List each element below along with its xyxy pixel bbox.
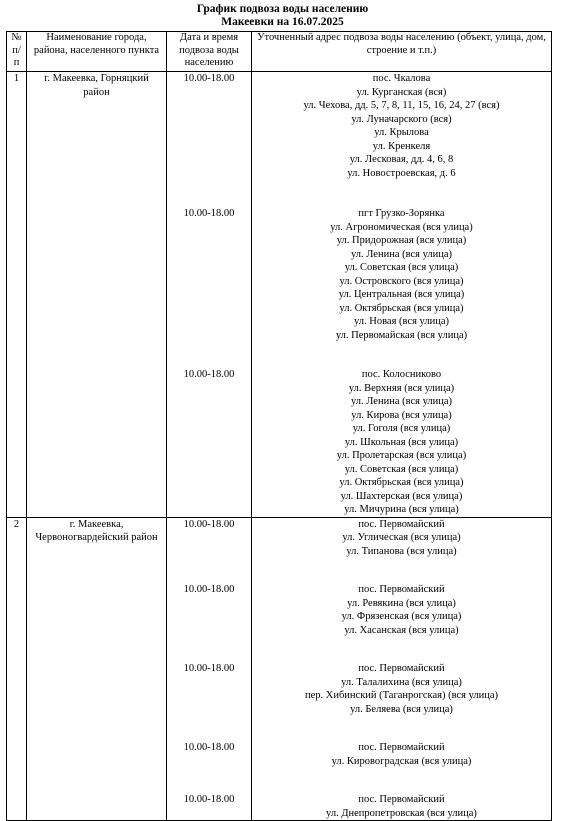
delivery-time: 10.00-18.00 — [183, 742, 235, 753]
address-line: ул. Фрязенская (вся улица) — [341, 611, 462, 622]
address-block — [255, 583, 548, 637]
table-row — [7, 72, 552, 518]
row-city: г. Макеевка, Червоногвардейский район — [27, 517, 167, 821]
address-block — [255, 741, 548, 768]
address-block — [255, 72, 548, 180]
address-block — [255, 207, 548, 342]
address-line: пгт Грузко-Зорянка — [358, 208, 445, 219]
address-line: ул. Первомайская (вся улица) — [335, 329, 468, 341]
delivery-time: 10.00-18.00 — [183, 663, 235, 674]
address-line: ул. Новостроевская, д. 6 — [347, 167, 456, 179]
header-time: Дата и время подвоза воды населению — [167, 32, 252, 72]
row-address-cell — [252, 72, 552, 518]
address-line: ул. Агрономическая (вся улица) — [330, 221, 473, 233]
delivery-time: 10.00-18.00 — [183, 208, 235, 219]
address-line: ул. Кировоградская (вся улица) — [331, 755, 472, 767]
address-line: ул. Углическая (вся улица) — [342, 532, 461, 543]
address-line: ул. Чехова, дд. 5, 7, 8, 11, 15, 16, 24, 27 (вся) — [303, 100, 500, 111]
address-block — [255, 368, 548, 517]
header-address: Уточненный адрес подвоза воды населению (объект, улица, дом, строение и т.п.) — [252, 32, 552, 72]
address-line: ул. Советская (вся улица) — [344, 262, 459, 273]
address-block — [255, 518, 548, 559]
address-line: ул. Гоголя (вся улица) — [352, 423, 451, 434]
address-line: пос. Первомайский — [358, 742, 445, 753]
address-line: пос. Первомайский — [358, 584, 445, 595]
address-line: ул. Луначарского (вся) — [351, 113, 452, 125]
delivery-time: 10.00-18.00 — [183, 794, 235, 805]
delivery-time: 10.00-18.00 — [183, 518, 235, 530]
address-line: ул. Новая (вся улица) — [354, 316, 449, 327]
address-line: ул. Крылова — [374, 127, 429, 138]
address-line: ул. Островского (вся улица) — [339, 275, 464, 287]
row-number: 1 — [7, 72, 27, 518]
address-line: пер. Хибинский (Таганрогская) (вся улица) — [304, 690, 499, 701]
address-line: ул. Ревякина (вся улица) — [347, 597, 456, 609]
title-line-2: Макеевки на 16.07.2025 — [221, 16, 344, 28]
address-line: ул. Лесковая, дд. 4, 6, 8 — [349, 154, 454, 165]
address-line: ул. Талалихина (вся улица) — [341, 676, 462, 688]
address-line: ул. Хасанская (вся улица) — [344, 624, 459, 636]
address-line: ул. Кирова (вся улица) — [351, 409, 452, 421]
address-line: ул. Верхняя (вся улица) — [348, 382, 455, 394]
water-schedule-table — [6, 31, 552, 821]
address-line: пос. Первомайский — [358, 518, 445, 530]
address-line: пос. Чкалова — [372, 73, 431, 84]
delivery-time: 10.00-18.00 — [183, 369, 235, 380]
address-line: ул. Пролетарская (вся улица) — [336, 450, 467, 461]
row-time-cell — [167, 517, 252, 821]
address-line: ул. Ленина (вся улица) — [350, 396, 453, 407]
delivery-time: 10.00-18.00 — [183, 73, 235, 84]
row-city: г. Макеевка, Горняцкий район — [27, 72, 167, 518]
header-city: Наименование города, района, населенного пункта — [27, 32, 167, 72]
row-time-cell — [167, 72, 252, 518]
address-line: ул. Октябрьская (вся улица) — [339, 477, 464, 488]
address-line: пос. Первомайский — [358, 663, 445, 674]
address-line: ул. Днепропетровская (вся улица) — [326, 807, 477, 819]
title-line-1: График подвоза воды населению — [196, 3, 369, 15]
row-number: 2 — [7, 517, 27, 821]
address-line: ул. Типанова (вся улица) — [346, 545, 457, 557]
address-line: ул. Шахтерская (вся улица) — [340, 490, 463, 502]
address-block — [255, 793, 548, 820]
table-row — [7, 517, 552, 821]
address-line: ул. Центральная (вся улица) — [338, 289, 465, 300]
address-line: ул. Школьная (вся улица) — [344, 436, 459, 448]
header-row — [7, 32, 552, 72]
document-title — [0, 3, 565, 29]
address-line: ул. Курганская (вся) — [356, 86, 447, 98]
delivery-time: 10.00-18.00 — [183, 584, 235, 595]
address-line: пос. Первомайский — [358, 794, 445, 805]
row-address-cell — [252, 517, 552, 821]
address-line: ул. Придорожная (вся улица) — [336, 235, 467, 246]
address-line: ул. Мичурина (вся улица) — [344, 504, 459, 515]
header-num: № п/п — [7, 32, 27, 72]
address-line: ул. Советская (вся улица) — [344, 463, 459, 475]
address-block — [255, 662, 548, 716]
address-line: ул. Октябрьская (вся улица) — [339, 302, 464, 314]
address-line: пос. Колосниково — [361, 369, 442, 380]
address-line: ул. Ленина (вся улица) — [350, 248, 453, 260]
address-line: ул. Кренкеля — [372, 140, 431, 152]
address-line: ул. Беляева (вся улица) — [350, 703, 453, 715]
